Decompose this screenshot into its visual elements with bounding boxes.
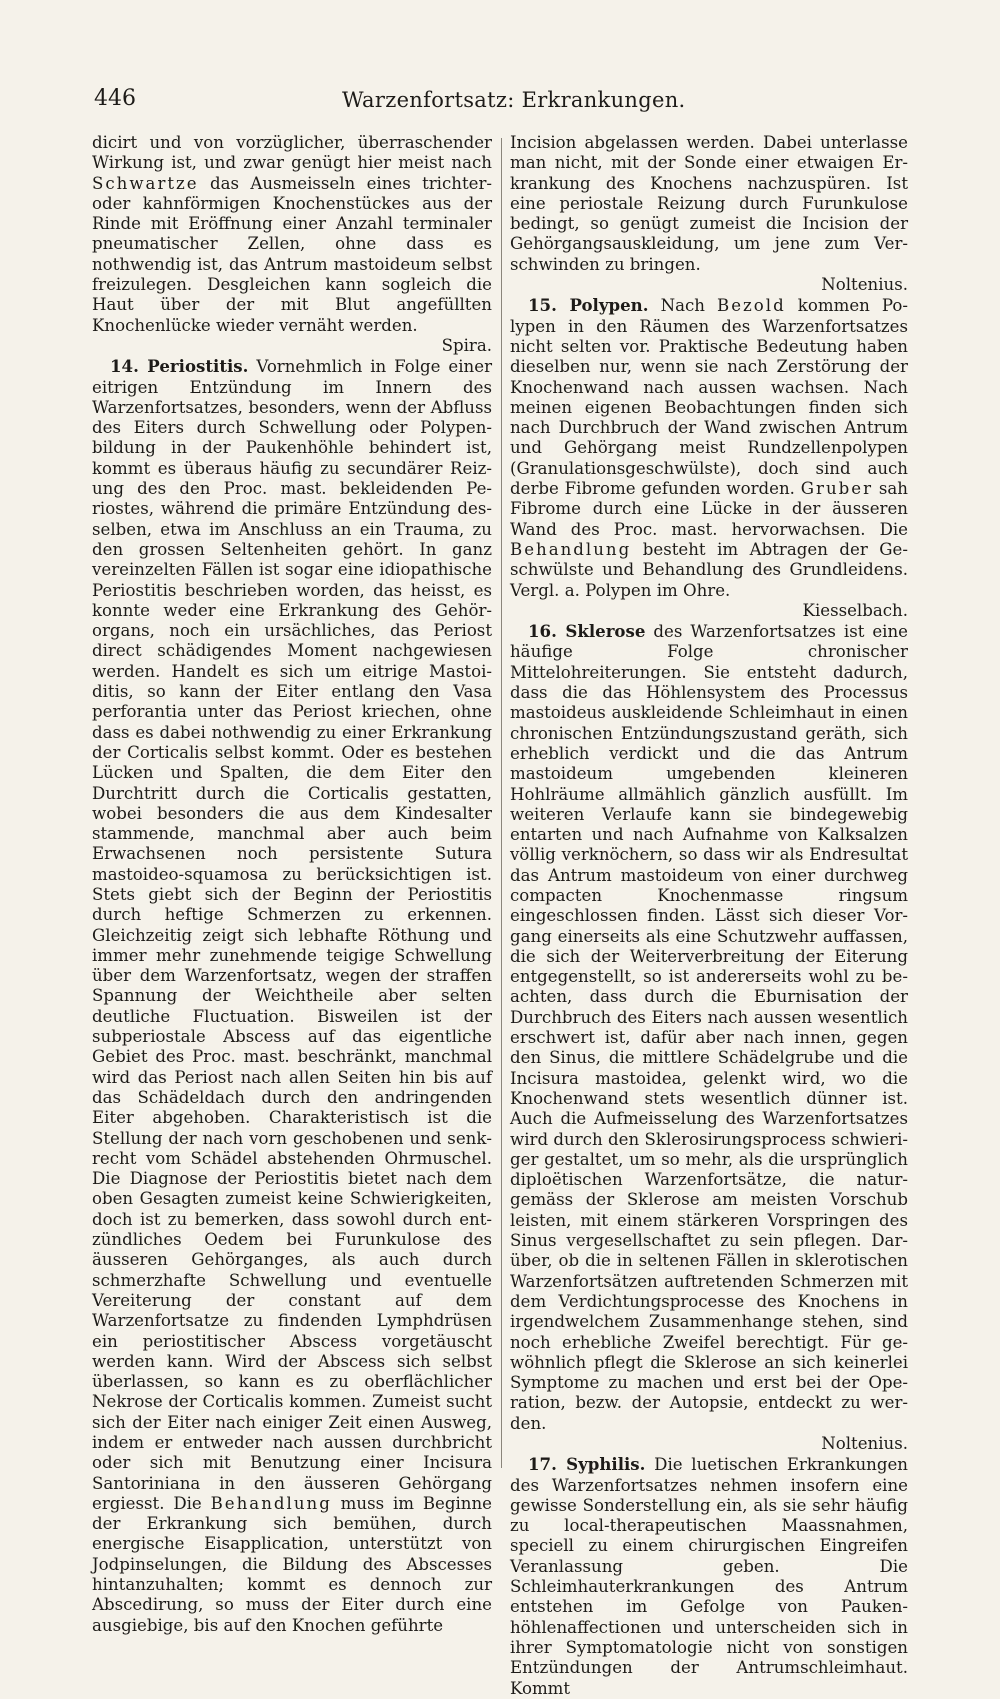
text-span: sah Fibrome durch eine Lücke in der äusseren Wand des Proc. mast. hervorwachsen. Die xyxy=(510,479,908,539)
section-heading: 17. Syphilis. xyxy=(528,1454,646,1475)
text-span: des Warzenfortsatzes ist eine häufige Folge chronischer Mittelohreiterungen. Sie entsteht dadurch, dass die das Höhlensystem des Processus mastoideus auskleidende Schleimhaut in einen chronischen Entzündungszustand geräth, sich erheblich verdickt und die das Antrum mastoideum umgebenden kleineren Hohlräume allmählich gänzlich ausfüllt. Im weiteren Verlaufe kann sie bindegewebig entarten und nach Aufnahme von Kalksalzen völlig verknöchern, so dass wir als Endresultat das Antrum mastoideum von einer durchweg compacten Knochenmasse ringsum eingeschlossen finden. Lässt sich dieser Vorgang einerseits als eine Schutzwehr auffassen, die sich der Weiterverbreitung der Eiterung entgegenstellt, so ist andererseits wohl zu beachten, dass durch die Eburnisation der Durchbruch des Eiters nach aussen wesentlich erschwert ist, dafür aber nach innen, gegen den Sinus, die mittlere Schädelgrube und die Incisura mastoidea, gelenkt wird, wo die Knochenwand stets wesentlich dünner ist. Auch die Aufmeisselung des Warzenfortsatzes wird durch den Sklerosirungsprocess schwieriger gestaltet, um so mehr, als die ursprünglich diploëtischen Warzenfortsätze, die naturgemäss der Sklerose am meisten Vorschub leisten, mit einem stärkeren Vorspringen des Sinus vergesellschaftet zu sein pflegen. Darüber, ob die in seltenen Fällen in sklerotischen Warzenfortsätzen auftretenden Schmerzen mit dem Verdichtungsprocesse des Knochens in irgendwelchem Zusammenhange stehen, sind noch erhebliche Zweifel berechtigt. Für gewöhnlich pflegt die Sklerose an sich keinerlei Symptome zu machen und erst bei der Operation, bezw. der Autopsie, entdeckt zu werden. xyxy=(510,622,908,1433)
section-polypen xyxy=(510,295,908,600)
section-heading: 16. Sklerose xyxy=(528,621,646,642)
section-periostitis xyxy=(92,356,492,1636)
section-heading: 15. Polypen. xyxy=(528,295,649,316)
author-name: Gruber xyxy=(800,479,874,499)
page-number: 446 xyxy=(94,86,136,111)
author-name: Bezold xyxy=(717,296,786,316)
text-span: dicirt und von vorzüglicher, überraschender Wirkung ist, und zwar genügt hier meist nach xyxy=(92,133,492,173)
page-header xyxy=(92,86,907,120)
author-signature: Noltenius. xyxy=(821,275,908,295)
paragraph-continuation xyxy=(92,133,492,336)
text-span: Nach xyxy=(648,296,718,316)
text-span: kommen Polypen in den Räumen des Warzenfortsatzes nicht selten vor. Praktische Bedeutung haben dieselben nur, wenn sie nach Zerstörung der Knochenwand nach aussen wachsen. Nach meinen eigenen Beobachtungen finden sich nach Durchbruch der Wand zwischen Antrum und Gehörgang meist Rundzellenpolypen (Granulationsgeschwülste), doch sind auch derbe Fibrome gefunden worden. xyxy=(510,296,908,499)
left-column xyxy=(92,133,492,1635)
author-signature: Noltenius. xyxy=(821,1434,908,1453)
text-span: Vornehmlich in Folge einer eitrigen Entzündung im Innern des Warzenfortsatzes, besonders, wenn der Abfluss des Eiters durch Schwellung oder Polypenbildung in der Paukenhöhle behindert ist, kommt es überaus häufig zu secundärer Reizung des den Proc. mast. bekleidenden Periostes, während die primäre Entzündung desselben, etwa im Anschluss an ein Trauma, zu den grossen Seltenheiten gehört. In ganz vereinzelten Fällen ist sogar eine idiopathische Periostitis beschrieben worden, das heisst, es konnte weder eine Erkrankung des Gehörorgans, noch ein ursächliches, das Periost direct schädigendes Moment nachgewiesen werden. Handelt es sich um eitrige Mastoiditis, so kann der Eiter entlang den Vasa perforantia unter das Periost kriechen, ohne dass es dabei nothwendig zu einer Erkrankung der Corticalis selbst kommt. Oder es bestehen Lücken und Spalten, die dem Eiter den Durchtritt durch die Corticalis gestatten, wobei besonders die aus dem Kindesalter stammende, manchmal aber auch beim Erwachsenen noch persistente Sutura mastoideo-squamosa zu berücksichtigen ist. Stets giebt sich der Beginn der Periostitis durch heftige Schmerzen zu erkennen. Gleichzeitig zeigt sich lebhafte Röthung und immer mehr zunehmende teigige Schwellung über dem Warzenfortsatz, wegen der straffen Spannung der Weichtheile aber selten deutliche Fluctuation. Bisweilen ist der subperiostale Abscess auf das eigentliche Gebiet des Proc. mast. beschränkt, manchmal wird das Periost nach allen Seiten hin bis auf das Schädeldach durch den andringenden Eiter abgehoben. Charakteristisch ist die Stellung der nach vorn geschobenen und senkrecht vom Schädel abstehenden Ohrmuschel. Die Diagnose der Periostitis bietet nach dem oben Gesagten zumeist keine Schwierigkeiten, doch ist zu bemerken, dass sowohl durch entzündliches Oedem bei Furunkulose des äusseren Gehörganges, als auch durch schmerzhafte Schwellung und eventuelle Vereiterung der constant auf dem Warzenfortsatze zu findenden Lymphdrüsen ein periostitischer Abscess vorgetäuscht werden kann. Wird der Abscess sich selbst überlassen, so kann es zu oberflächlicher Nekrose der Corticalis kommen. Zumeist sucht sich der Eiter nach einiger Zeit einen Ausweg, indem er entweder nach aussen durchbricht oder sich mit Benutzung einer Incisura Santoriniana in den äusseren Gehörgang ergiesst. Die xyxy=(92,357,492,1513)
text-span: das Ausmeisseln eines trichteroder kahnförmigen Knochenstückes aus der Rinde mit Eröffnung einer Anzahl terminaler pneumatischer Zellen, ohne dass es nothwendig ist, das Antrum mastoideum selbst freizulegen. Desgleichen kann sogleich die Haut über der mit Blut angefüllten Knochenlücke wieder vernäht werden. xyxy=(92,173,492,335)
author-name: Schwartze xyxy=(92,173,199,193)
text-span: besteht im Abtragen der Geschwülste und Behandlung des Grundleidens. Vergl. a. Polypen im Ohre. xyxy=(510,539,908,600)
section-sklerose xyxy=(510,621,908,1434)
right-column xyxy=(510,133,908,1698)
text-span: muss im Beginne der Erkrankung sich bemühen, durch energische Eisapplication, unterstützt von Jodpinselungen, die Bildung des Abscesses hintanzuhalten; kommt es dennoch zur Abscedirung, so muss der Eiter durch eine ausgiebige, bis auf den Knochen geführte xyxy=(92,1493,492,1635)
text-span: Die luetischen Erkrankungen des Warzenfortsatzes nehmen insofern eine gewisse Sonderstellung ein, als sie sehr häufig zu local-therapeutischen Maassnahmen, speciell zu einem chirurgischen Eingreifen Veranlassung geben. Die Schleimhauterkrankungen des Antrum entstehen im Gefolge von Paukenhöhlenaffectionen und unterscheiden sich in ihrer Symptomatologie nicht von sonstigen Entzündungen der Antrumschleimhaut. Kommt xyxy=(510,1455,908,1698)
section-syphilis xyxy=(510,1454,908,1699)
running-title: Warzenfortsatz: Erkrankungen. xyxy=(342,88,686,112)
emphasized-term: Behandlung xyxy=(510,539,632,559)
text-span: Incision abgelassen werden. Dabei unterlasse man nicht, mit der Sonde einer etwaigen Erkrankung des Knochens nachzuspüren. Ist eine periostale Reizung durch Furunkulose bedingt, so genügt zumeist die Incision der Gehörgangsauskleidung, um jene zum Verschwinden zu bringen. xyxy=(510,133,908,274)
column-divider xyxy=(501,138,502,1468)
section-heading: 14. Periostitis. xyxy=(110,356,249,377)
author-signature: Spira. xyxy=(441,335,492,355)
author-signature: Kiesselbach. xyxy=(802,600,908,620)
paragraph-continuation xyxy=(510,133,908,275)
emphasized-term: Behandlung xyxy=(210,1493,332,1513)
